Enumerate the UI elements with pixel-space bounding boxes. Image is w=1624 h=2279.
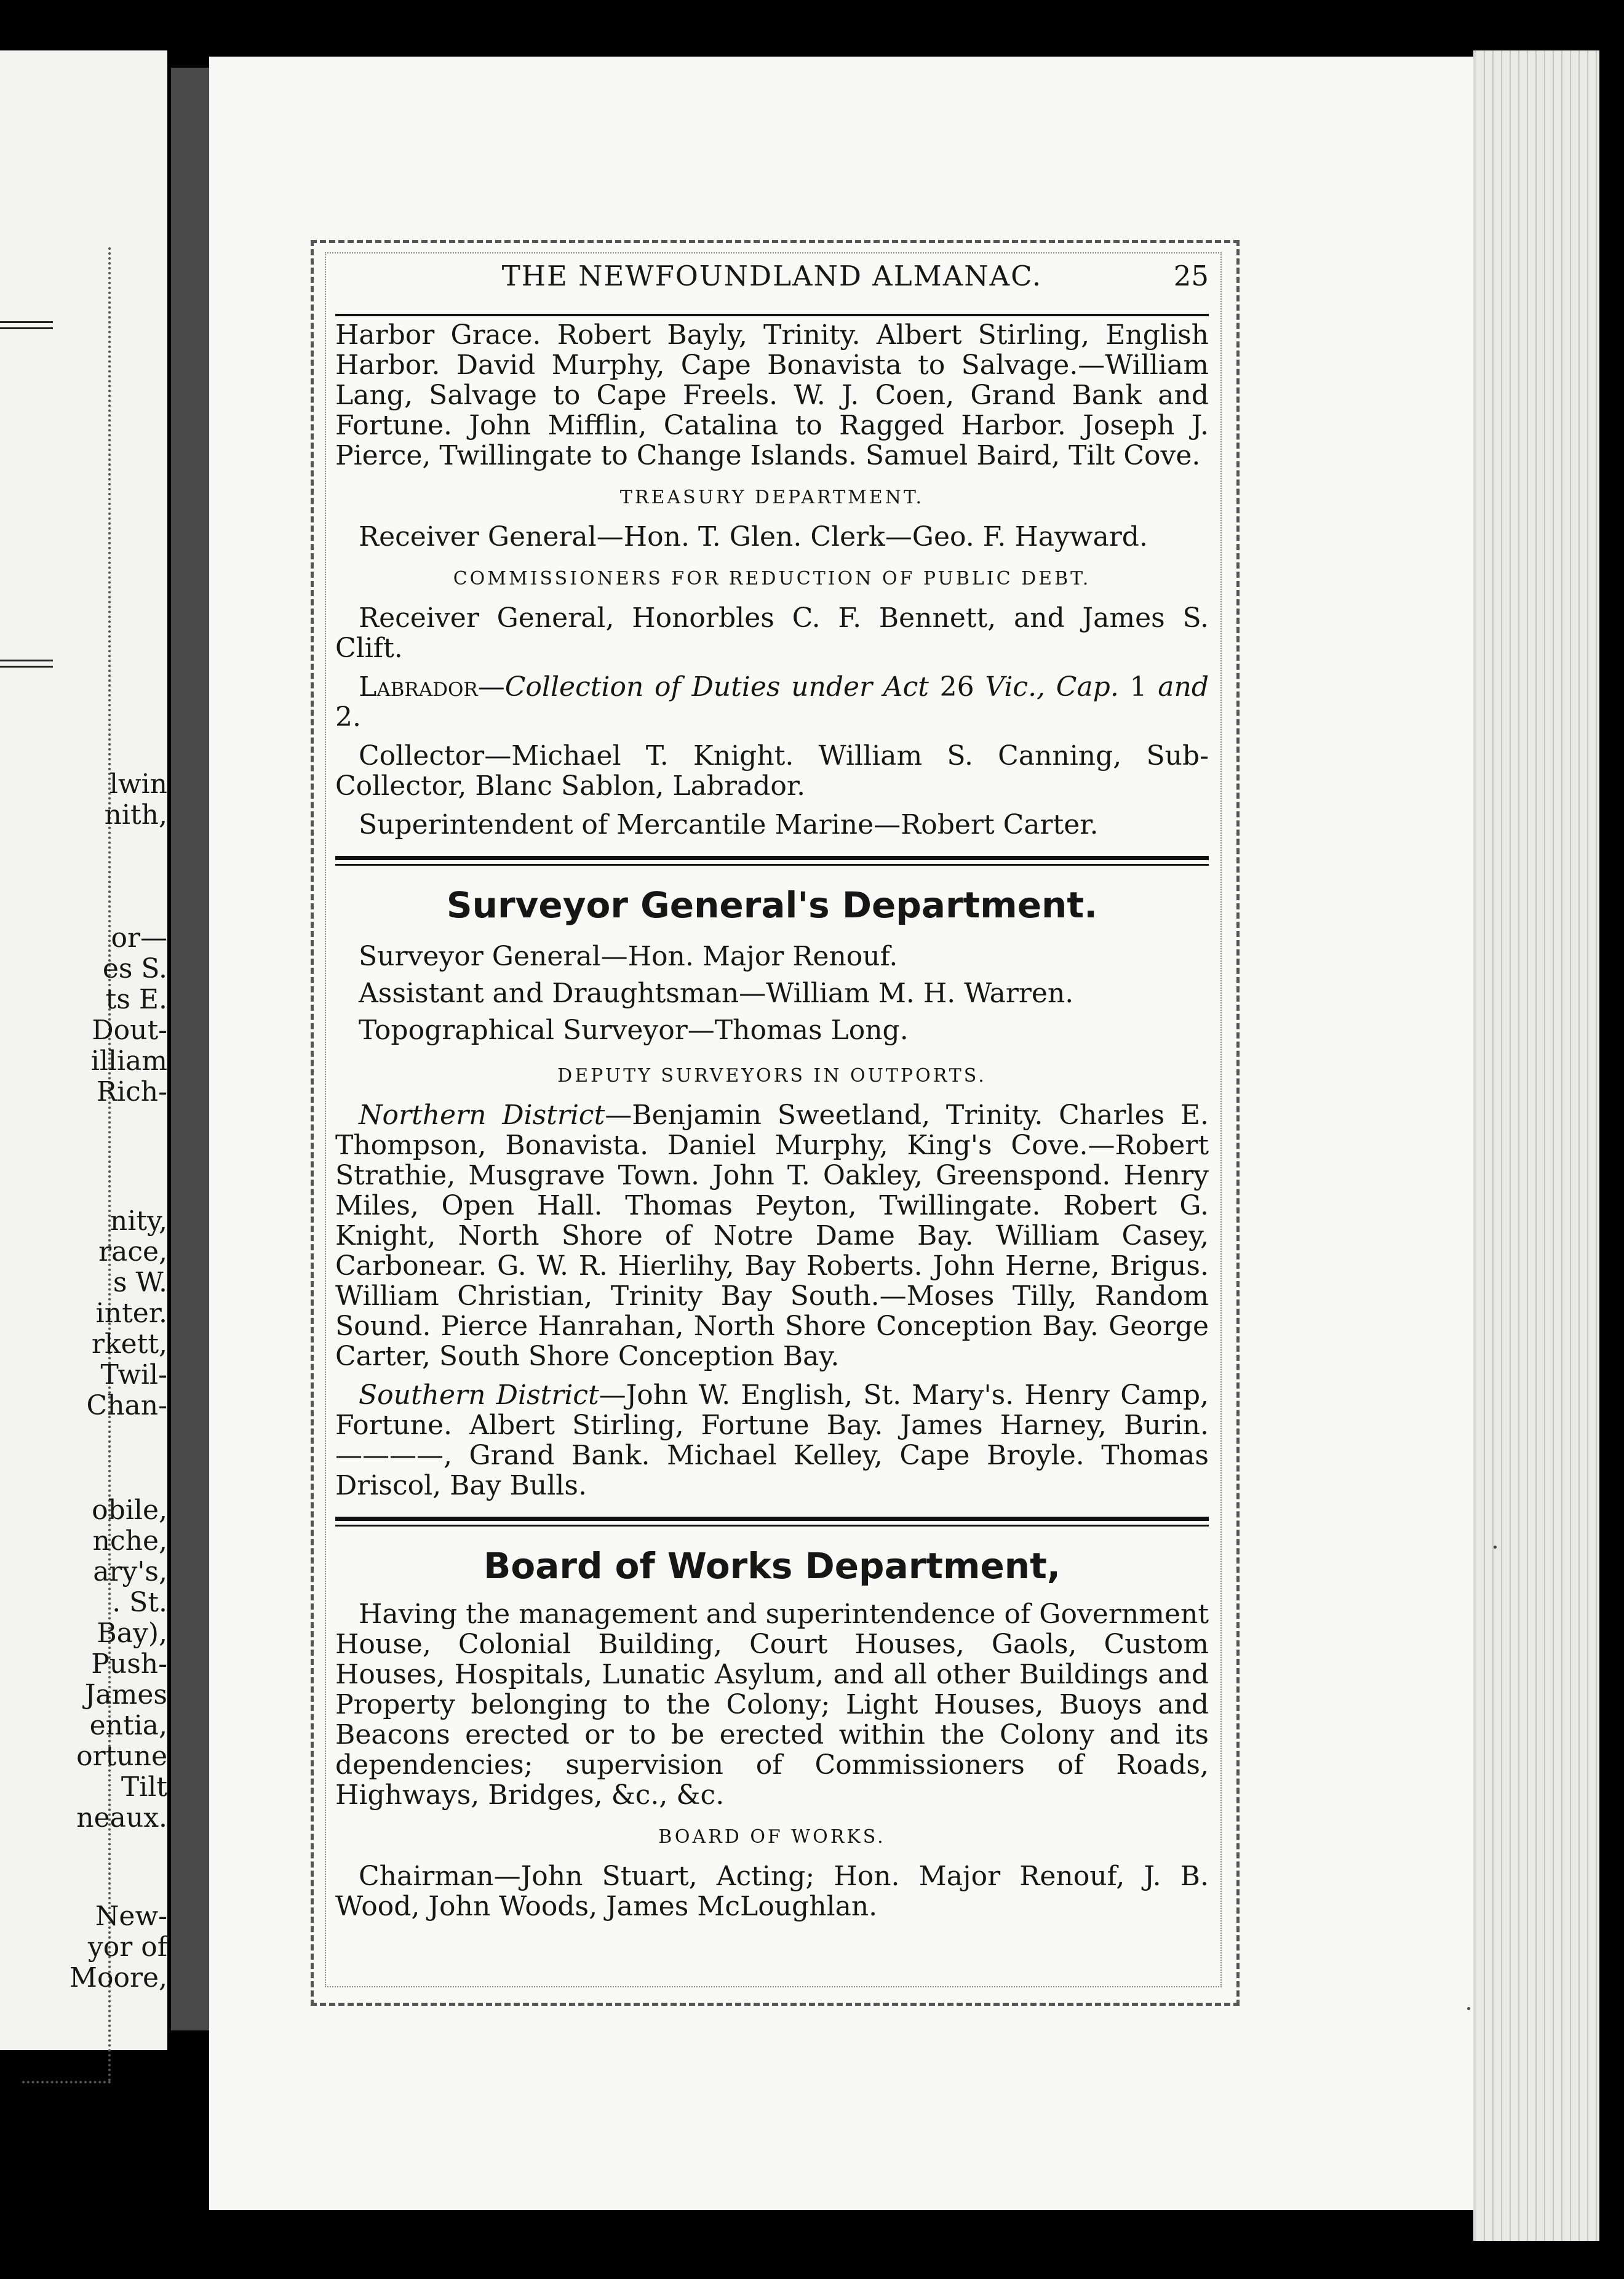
left-page-fragment: inter. — [95, 1298, 167, 1329]
left-page-fragment: Bay), — [97, 1618, 167, 1649]
left-page-fragment: Chan- — [86, 1390, 167, 1421]
surveyor-title: Surveyor General's Department. — [446, 884, 1098, 926]
section-rule — [335, 1517, 1209, 1527]
labrador-italic: Collection of Duties under Act — [504, 671, 929, 703]
left-page — [0, 50, 167, 2050]
left-page-fragment: yor of — [87, 1931, 167, 1963]
surveyor-line: Topographical Surveyor—Thomas Long. — [359, 1015, 909, 1046]
left-page-fragment: entia, — [89, 1710, 167, 1741]
left-page-fragment: ary's, — [93, 1556, 167, 1587]
left-page-fragment: ortune — [76, 1741, 167, 1772]
left-page-fragment: Dout- — [92, 1015, 167, 1046]
left-page-fragment: neaux. — [76, 1802, 167, 1834]
book-gutter — [171, 68, 209, 2030]
northern-district-label: Northern District — [359, 1100, 605, 1131]
left-page-fragment: obile, — [92, 1495, 167, 1526]
southern-district-text: —John W. English, St. Mary's. Henry Camp, Fortune. Albert Stirling, Fortune Bay. James Harney, Burin. ————, Grand Bank. Michael Kelley, Cape Broyle. Thomas Driscol, Bay Bulls. — [335, 1379, 1209, 1501]
left-page-fragment: Tilt — [121, 1771, 167, 1803]
surveyor-line: Surveyor General—Hon. Major Renouf. — [359, 941, 898, 972]
labrador-label: Labrador — [359, 671, 478, 703]
left-page-fragment: race, — [98, 1236, 167, 1267]
northern-district — [335, 1100, 1209, 1371]
opening-paragraph: Harbor Grace. Robert Bayly, Trinity. Albert Stirling, English Harbor. David Murphy, Cape Bonavista to Salvage.—William Lang, Salvage to Cape Freels. W. J. Coen, Grand Bank and Fortune. John Mifflin, Catalina to Ragged Harbor. Joseph J. Pierce, Twillingate to Change Islands. Samuel Baird, Tilt Cove. — [335, 319, 1209, 471]
scan-speck — [1494, 1546, 1497, 1549]
labrador-collector: Collector—Michael T. Knight. William S. Canning, Sub-Collector, Blanc Sablon, Labrador. — [335, 740, 1209, 802]
left-page-fragment: rkett, — [91, 1328, 167, 1360]
left-page-fragment: Moore, — [69, 1962, 167, 1994]
surveyor-lines — [335, 938, 1209, 1049]
left-page-fragment: nche, — [92, 1525, 167, 1557]
left-page-fragment: nith, — [104, 799, 167, 831]
treasury-line: Receiver General—Hon. T. Glen. Clerk—Geo. F. Hayward. — [359, 521, 1148, 553]
left-page-fragment: ts E. — [105, 984, 167, 1015]
left-page-fragment: illiam — [90, 1045, 167, 1077]
running-head — [335, 246, 1209, 314]
page-number: 25 — [1173, 260, 1209, 292]
header-rule — [335, 314, 1209, 316]
left-page-fragment: lwin — [109, 768, 167, 800]
surveyor-line: Assistant and Draughtsman—William M. H. Warren. — [359, 978, 1074, 1009]
left-page-fragment: s W. — [113, 1267, 167, 1298]
southern-district — [335, 1380, 1209, 1501]
labrador-line — [335, 672, 1209, 732]
left-page-fragment: Rich- — [96, 1076, 167, 1108]
section-rule — [335, 856, 1209, 866]
left-page-fragment: or— — [111, 922, 167, 954]
left-page-fragment: James — [84, 1679, 167, 1710]
left-page-fragment: nity, — [109, 1205, 167, 1237]
left-page-fragment: es S. — [102, 953, 167, 984]
treasury-heading: TREASURY DEPARTMENT. — [619, 487, 925, 508]
mercantile-marine: Superintendent of Mercantile Marine—Robert Carter. — [359, 809, 1099, 840]
labrador-abbr: Vic., Cap. — [985, 671, 1119, 703]
left-page-fragment: New- — [95, 1901, 167, 1932]
labrador-act-number: 26 — [928, 671, 985, 703]
left-page-fragment: Push- — [91, 1648, 167, 1680]
board-of-works-members: Chairman—John Stuart, Acting; Hon. Major Renouf, J. B. Wood, John Woods, James McLoughlan. — [335, 1861, 1209, 1922]
labrador-num1: 1 — [1118, 671, 1158, 703]
left-page-fragment: . St. — [112, 1587, 167, 1618]
public-debt-heading: COMMISSIONERS FOR REDUCTION OF PUBLIC DEBT. — [453, 568, 1091, 589]
left-page-rule — [0, 321, 53, 329]
page-edges — [1476, 50, 1599, 2241]
left-page-rule — [0, 660, 53, 668]
scan-speck — [1467, 2007, 1470, 2010]
deputy-surveyors-heading: DEPUTY SURVEYORS IN OUTPORTS. — [557, 1065, 987, 1087]
running-head-title: THE NEWFOUNDLAND ALMANAC. — [501, 260, 1043, 292]
labrador-and: and — [1158, 671, 1209, 703]
board-of-works-heading: BOARD OF WORKS. — [658, 1826, 886, 1848]
page-content — [335, 246, 1209, 1922]
labrador-sep: — — [477, 671, 505, 703]
board-of-works-title: Board of Works Department, — [484, 1545, 1061, 1587]
southern-district-label: Southern District — [359, 1379, 599, 1411]
public-debt-line: Receiver General, Honorbles C. F. Bennett, and James S. Clift. — [335, 602, 1209, 664]
northern-district-text: —Benjamin Sweetland, Trinity. Charles E. Thompson, Bonavista. Daniel Murphy, King's Cove.—Robert Strathie, Musgrave Town. John T. Oakley, Greenspond. Henry Miles, Open Hall. Thomas Peyton, Twillingate. Robert G. Knight, North Shore of Notre Dame Bay. William Casey, Carbonear. G. W. R. Hierlihy, Bay Roberts. John Herne, Brigus. William Christian, Trinity Bay South.—Moses Tilly, Random Sound. Pierce Hanrahan, North Shore Conception Bay. George Carter, South Shore Conception Bay. — [335, 1100, 1209, 1372]
board-of-works-description: Having the management and superintendence of Government House, Colonial Building, Court Houses, Gaols, Custom Houses, Hospitals, Lunatic Asylum, and all other Buildings and Property belonging to the Colony; Light Houses, Buoys and Beacons erected or to be erected within the Colony and its dependencies; supervision of Commissioners of Roads, Highways, Bridges, &c., &c. — [335, 1598, 1209, 1811]
left-page-fragment: Twil- — [100, 1359, 167, 1391]
labrador-num2: 2. — [335, 701, 361, 733]
